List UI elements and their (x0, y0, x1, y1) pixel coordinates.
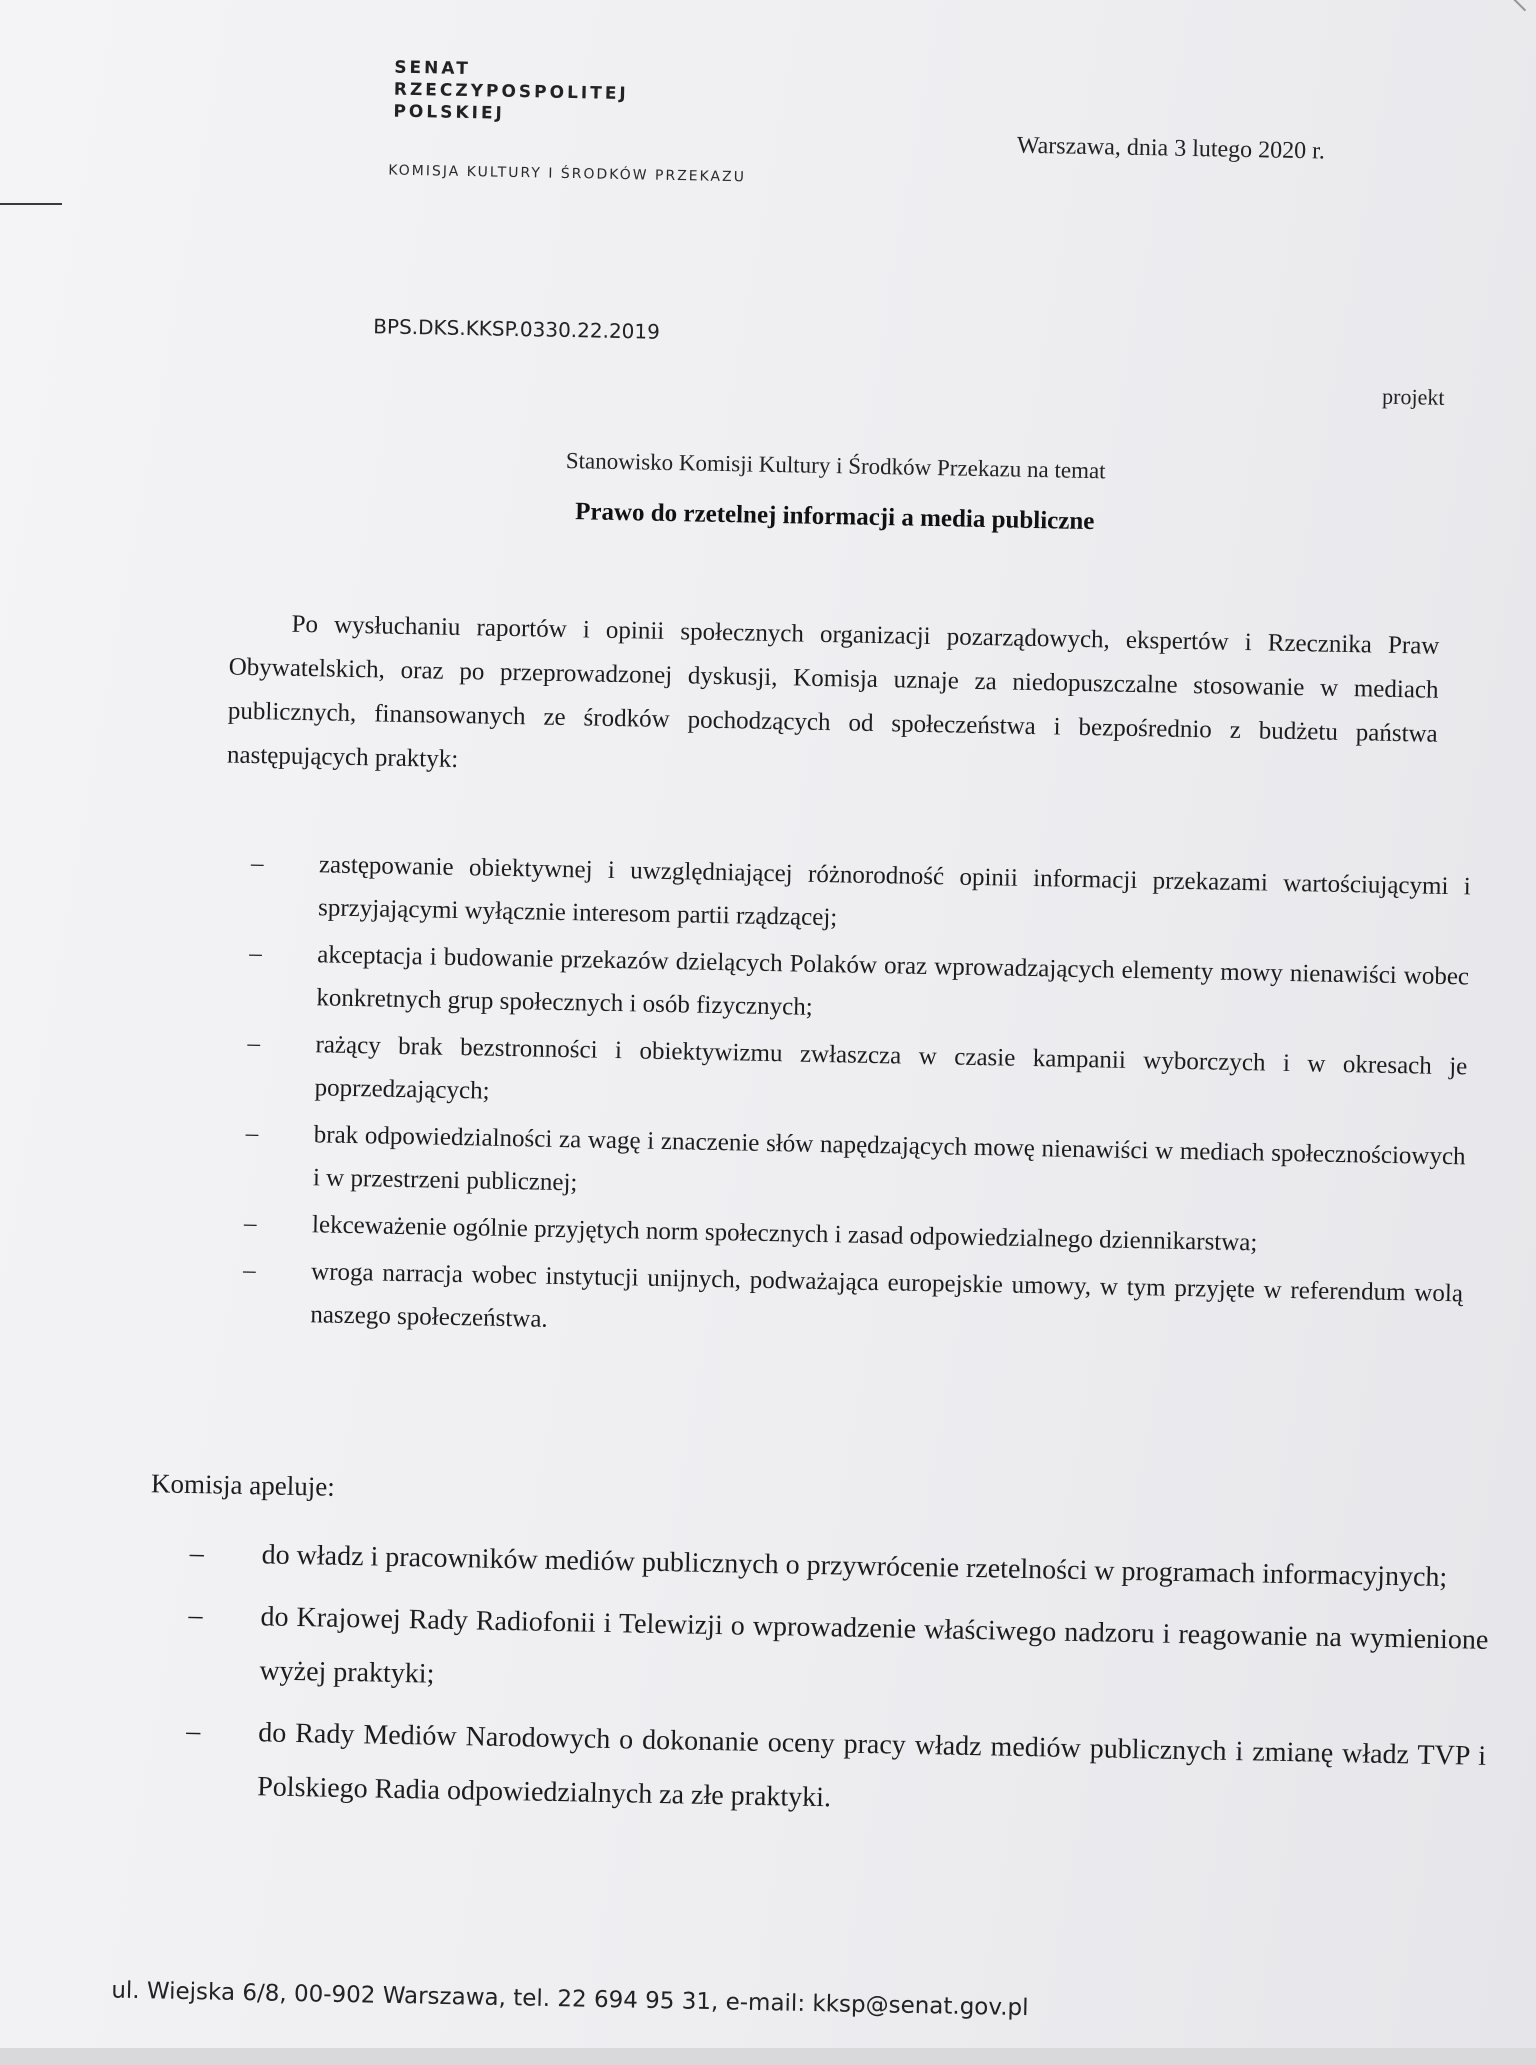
list-item-text: wroga narracja wobec instytucji unijnych, podważająca europejskie umowy, w tym przyjęte w referendum wolą naszego społeczeństwa. (310, 1258, 1464, 1333)
dash-marker: – (248, 939, 263, 968)
dash-marker: – (245, 1119, 259, 1148)
list-item-text: do Krajowej Rady Radiofonii i Telewizji o wprowadzenie właściwego nadzoru i reagowanie na wymienione wyżej praktyki; (259, 1601, 1489, 1690)
list-item-text: do władz i pracowników mediów publicznych o przywrócenie rzetelności w programach informacyjnych; (261, 1539, 1448, 1594)
document-title: Prawo do rzetelnej informacji a media publiczne (574, 498, 1095, 536)
institution-line: POLSKIEJ (393, 101, 506, 124)
list-item (165, 1705, 1487, 1838)
dash-marker: – (188, 1599, 203, 1632)
list-item-text: do Rady Mediów Narodowych o dokonanie oceny pracy władz mediów publicznych i zmianę władz TVP i Polskiego Radia odpowiedzialnych za złe praktyki. (256, 1717, 1487, 1814)
list-item-text: akceptacja i budowanie przekazów dzielących Polaków oraz wprowadzających elementy mowy nienawiści wobec konkretnych grup społecznych i osób fizycznych; (316, 941, 1470, 1021)
intro-paragraph: Po wysłuchaniu raportów i opinii społecznych organizacji pozarządowych, ekspertów i Rzecznika Praw Obywatelskich, oraz po przeprowadzonej dyskusji, Komisja uznaje za niedopuszczalne stosowanie w mediach publicznych, finansowanych ze środków pochodzących od społeczeństwa i bezpośrednio z budżetu państwa następujących praktyk: (226, 610, 1440, 773)
dash-marker: – (250, 850, 264, 878)
dash-marker: – (242, 1256, 256, 1285)
list-item-text: brak odpowiedzialności za wagę i znaczenie słów napędzających mowę nienawiści w mediach społecznościowych i w przestrzeni publicznej; (312, 1121, 1466, 1197)
list-item-text: zastępowanie obiektywnej i uwzględniającej różnorodność opinii informacji przekazami wartościującymi i sprzyjającymi wyłącznie interesom partii rządzącej; (317, 851, 1472, 932)
reference-number: BPS.DKS.KKSP.0330.22.2019 (373, 314, 661, 344)
institution-name (393, 57, 629, 127)
list-item (167, 1589, 1489, 1722)
list-item-text: lekceważenie ogólnie przyjętych norm społecznych i zasad odpowiedzialnego dziennikarstwa; (311, 1211, 1258, 1257)
document-date: Warszawa, dnia 3 lutego 2020 r. (1016, 132, 1326, 165)
dash-marker: – (243, 1209, 257, 1238)
institution-line: RZECZYPOSPOLITEJ (393, 79, 629, 105)
dash-marker: – (189, 1537, 205, 1570)
list-item-text: rażący brak bezstronności i obiektywizmu zwłaszcza w czasie kampanii wyborczych i w okresach je poprzedzających; (314, 1031, 1468, 1105)
list-item (222, 1249, 1463, 1359)
appeals-list (165, 1527, 1490, 1846)
committee-name: KOMISJA KULTURY I ŚRODKÓW PRZEKAZU (388, 162, 747, 186)
dash-marker: – (247, 1029, 261, 1058)
practices-list (222, 842, 1471, 1363)
draft-label: projekt (1381, 383, 1445, 410)
document-title-intro: Stanowisko Komisji Kultury i Środków Przekazu na temat (565, 447, 1106, 484)
appeal-heading: Komisja apeluje: (150, 1468, 336, 1502)
institution-line: SENAT (394, 57, 472, 80)
dash-marker: – (186, 1715, 201, 1748)
footer-address: ul. Wiejska 6/8, 00-902 Warszawa, tel. 22 694 95 31, e-mail: kksp@senat.gov.pl (111, 1977, 1029, 2022)
